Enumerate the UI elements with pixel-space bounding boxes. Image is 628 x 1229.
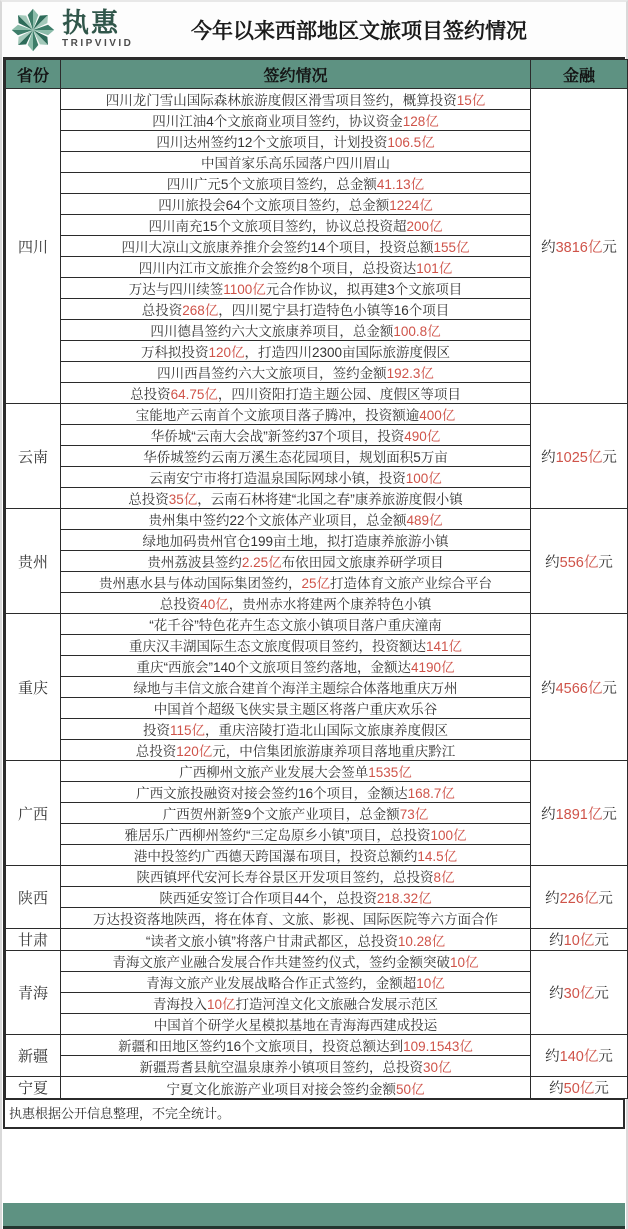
bottom-green-bar (3, 1203, 625, 1229)
project-cell: 新疆焉耆县航空温泉康养小镇项目签约，总投资30亿 (61, 1056, 531, 1077)
project-cell: 贵州惠水县与体动国际集团签约，25亿打造体育文旅产业综合平台 (61, 572, 531, 593)
finance-cell: 约50亿元 (531, 1077, 628, 1099)
table-frame (3, 57, 625, 1099)
province-cell: 四川 (6, 89, 61, 404)
masthead (2, 2, 626, 57)
amount-highlight: 200亿 (406, 219, 443, 234)
project-row (6, 951, 628, 972)
finance-cell: 约556亿元 (531, 509, 628, 614)
project-cell: “读者文旅小镇”将落户甘肃武都区，总投资10.28亿 (61, 929, 531, 951)
province-cell: 陕西 (6, 866, 61, 929)
project-cell: 总投资120亿元，中信集团旅游康养项目落地重庆黔江 (61, 740, 531, 761)
amount-highlight: 25亿 (301, 576, 331, 591)
finance-cell: 约10亿元 (531, 929, 628, 951)
amount-highlight: 10亿 (416, 976, 445, 991)
amount-highlight: 50亿 (563, 1081, 595, 1097)
amount-highlight: 155亿 (433, 240, 470, 255)
amount-highlight: 1100亿 (223, 282, 266, 297)
project-cell: 四川龙门雪山国际森林旅游度假区滑雪项目签约，概算投资15亿 (61, 89, 531, 110)
amount-highlight: 168.7亿 (407, 786, 455, 801)
amount-highlight: 1535亿 (368, 765, 412, 780)
finance-cell: 约3816亿元 (531, 89, 628, 404)
project-cell: 四川西昌签约六大文旅项目，签约金额192.3亿 (61, 362, 531, 383)
project-cell: 中国首个超级飞侠实景主题区将落户重庆欢乐谷 (61, 698, 531, 719)
province-cell: 重庆 (6, 614, 61, 761)
brand-name-cn: 执惠 (62, 8, 120, 38)
project-cell: 宁夏文化旅游产业项目对接会签约金额50亿 (61, 1077, 531, 1099)
brand-wordmark (62, 10, 133, 49)
amount-highlight: 115亿 (169, 723, 206, 738)
project-row (6, 761, 628, 782)
project-cell: 贵州荔波县签约2.25亿布依田园文旅康养研学项目 (61, 551, 531, 572)
project-row (6, 509, 628, 530)
province-cell: 新疆 (6, 1035, 61, 1077)
column-header-signing: 签约情况 (61, 60, 531, 89)
amount-highlight: 15亿 (456, 93, 486, 108)
amount-highlight: 268亿 (182, 303, 219, 318)
project-cell: 投资115亿，重庆涪陵打造北山国际文旅康养度假区 (61, 719, 531, 740)
project-cell: 四川江油4个文旅商业项目签约，协议资金128亿 (61, 110, 531, 131)
amount-highlight: 10亿 (206, 997, 236, 1012)
project-row (6, 1077, 628, 1099)
amount-highlight: 4190亿 (410, 660, 455, 675)
signing-table (5, 59, 628, 1099)
amount-highlight: 10.28亿 (397, 933, 446, 949)
project-cell: 云南安宁市将打造温泉国际网球小镇，投资100亿 (61, 467, 531, 488)
amount-highlight: 30亿 (422, 1060, 452, 1075)
amount-highlight: 128亿 (402, 114, 439, 129)
project-cell: 中国首个研学火星模拟基地在青海海西建成投运 (61, 1014, 531, 1035)
finance-cell: 约1891亿元 (531, 761, 628, 866)
brand-logo (10, 7, 170, 53)
finance-cell: 约30亿元 (531, 951, 628, 1035)
finance-cell: 约226亿元 (531, 866, 628, 929)
project-cell: 广西文旅投融资对接会签约16个项目，金额达168.7亿 (61, 782, 531, 803)
brand-name-en: TRIPVIVID (62, 38, 134, 49)
project-cell: 新疆和田地区签约16个文旅项目，投资总额达到109.1543亿 (61, 1035, 531, 1056)
project-row (6, 929, 628, 951)
project-cell: 贵州集中签约22个文旅体产业项目，总金额489亿 (61, 509, 531, 530)
amount-highlight: 8亿 (433, 870, 455, 885)
footnote: 执惠根据公开信息整理，不完全统计。 (3, 1099, 625, 1129)
province-cell: 宁夏 (6, 1077, 61, 1099)
tripvivid-star-icon (10, 7, 56, 53)
finance-cell: 约1025亿元 (531, 404, 628, 509)
amount-highlight: 4566亿 (555, 680, 603, 697)
amount-highlight: 218.32亿 (376, 891, 432, 906)
amount-highlight: 101亿 (416, 261, 453, 276)
column-header-province: 省份 (6, 60, 61, 89)
amount-highlight: 120亿 (208, 345, 245, 360)
project-cell: 华侨城签约云南万溪生态花园项目，规划面积5万亩 (61, 446, 531, 467)
amount-highlight: 35亿 (168, 492, 198, 507)
project-cell: 重庆“西旅会”140个文旅项目签约落地，金额达4190亿 (61, 656, 531, 677)
project-row (6, 1035, 628, 1056)
project-cell: 重庆汉丰湖国际生态文旅度假项目签约，投资额达141亿 (61, 635, 531, 656)
amount-highlight: 100亿 (405, 471, 442, 486)
province-cell: 甘肃 (6, 929, 61, 951)
project-cell: 四川大凉山文旅康养推介会签约14个项目，投资总额155亿 (61, 236, 531, 257)
project-cell: 四川达州签约12个文旅项目，计划投资106.5亿 (61, 131, 531, 152)
page-title: 今年以来西部地区文旅项目签约情况 (191, 19, 527, 43)
project-cell: 雅居乐广西柳州签约“三定岛原乡小镇”项目，总投资100亿 (61, 824, 531, 845)
project-cell: 四川南充15个文旅项目签约，协议总投资超200亿 (61, 215, 531, 236)
province-cell: 云南 (6, 404, 61, 509)
amount-highlight: 100.8亿 (393, 324, 441, 339)
project-cell: 四川广元5个文旅项目签约，总金额41.13亿 (61, 173, 531, 194)
project-cell: 宝能地产云南首个文旅项目落子腾冲，投资额逾400亿 (61, 404, 531, 425)
project-cell: 陕西镇坪代安河长寿谷景区开发项目签约，总投资8亿 (61, 866, 531, 887)
project-cell: 四川旅投会64个文旅项目签约，总金额1224亿 (61, 194, 531, 215)
project-row (6, 614, 628, 635)
amount-highlight: 1224亿 (389, 198, 433, 213)
project-row (6, 89, 628, 110)
project-cell: 总投资40亿，贵州赤水将建两个康养特色小镇 (61, 593, 531, 614)
project-cell: 中国首家乐高乐园落户四川眉山 (61, 152, 531, 173)
amount-highlight: 3816亿 (555, 239, 603, 256)
amount-highlight: 10亿 (563, 933, 595, 949)
project-cell: 万科拟投资120亿，打造四川2300亩国际旅游度假区 (61, 341, 531, 362)
amount-highlight: 30亿 (563, 986, 595, 1002)
amount-highlight: 489亿 (406, 513, 443, 528)
amount-highlight: 40亿 (200, 597, 229, 612)
amount-highlight: 140亿 (559, 1049, 599, 1065)
project-cell: 万达投资落地陕西，将在体育、文旅、影视、国际医院等六方面合作 (61, 908, 531, 929)
amount-highlight: 120亿 (176, 744, 213, 759)
amount-highlight: 73亿 (399, 807, 429, 822)
amount-highlight: 192.3亿 (386, 366, 434, 381)
province-cell: 贵州 (6, 509, 61, 614)
project-cell: 绿地加码贵州官仓199亩土地，拟打造康养旅游小镇 (61, 530, 531, 551)
project-row (6, 404, 628, 425)
project-cell: 华侨城“云南大会战”新签约37个项目，投资490亿 (61, 425, 531, 446)
project-cell: 总投资268亿，四川冕宁县打造特色小镇等16个项目 (61, 299, 531, 320)
finance-cell: 约4566亿元 (531, 614, 628, 761)
amount-highlight: 50亿 (395, 1081, 425, 1097)
project-cell: 青海文旅产业发展战略合作正式签约，金额超10亿 (61, 972, 531, 993)
project-cell: 青海文旅产业融合发展合作共建签约仪式，签约金额突破10亿 (61, 951, 531, 972)
amount-highlight: 64.75亿 (170, 387, 218, 402)
amount-highlight: 556亿 (559, 554, 599, 571)
amount-highlight: 1891亿 (555, 806, 603, 823)
project-cell: 青海投入10亿打造河湟文化文旅融合发展示范区 (61, 993, 531, 1014)
amount-highlight: 490亿 (404, 429, 441, 444)
amount-highlight: 106.5亿 (387, 135, 435, 150)
amount-highlight: 400亿 (419, 408, 456, 423)
project-cell: “花千谷”特色花卉生态文旅小镇项目落户重庆潼南 (61, 614, 531, 635)
table-header-row (6, 60, 628, 89)
amount-highlight: 100亿 (430, 828, 467, 843)
amount-highlight: 14.5亿 (417, 849, 458, 864)
province-cell: 广西 (6, 761, 61, 866)
project-row (6, 866, 628, 887)
project-cell: 广西贺州新签9个文旅产业项目，总金额73亿 (61, 803, 531, 824)
column-header-finance: 金融 (531, 60, 628, 89)
project-cell: 四川德昌签约六大文旅康养项目，总金额100.8亿 (61, 320, 531, 341)
amount-highlight: 226亿 (559, 890, 599, 907)
project-cell: 广西柳州文旅产业发展大会签单1535亿 (61, 761, 531, 782)
amount-highlight: 141亿 (425, 639, 463, 654)
amount-highlight: 109.1543亿 (403, 1039, 473, 1054)
finance-cell: 约140亿元 (531, 1035, 628, 1077)
project-cell: 港中投签约广西德天跨国瀑布项目，投资总额约14.5亿 (61, 845, 531, 866)
amount-highlight: 41.13亿 (376, 177, 425, 192)
amount-highlight: 10亿 (449, 955, 479, 970)
project-cell: 绿地与丰信文旅合建首个海洋主题综合体落地重庆万州 (61, 677, 531, 698)
project-cell: 总投资64.75亿，四川资阳打造主题公园、度假区等项目 (61, 383, 531, 404)
project-cell: 陕西延安签订合作项目44个，总投资218.32亿 (61, 887, 531, 908)
project-cell: 万达与四川续签1100亿元合作协议，拟再建3个文旅项目 (61, 278, 531, 299)
bottom-gap (2, 1129, 626, 1137)
province-cell: 青海 (6, 951, 61, 1035)
project-cell: 总投资35亿，云南石林将建“北国之春”康养旅游度假小镇 (61, 488, 531, 509)
project-cell: 四川内江市文旅推介会签约8个项目，总投资达101亿 (61, 257, 531, 278)
amount-highlight: 1025亿 (555, 449, 603, 466)
amount-highlight: 2.25亿 (241, 555, 282, 570)
